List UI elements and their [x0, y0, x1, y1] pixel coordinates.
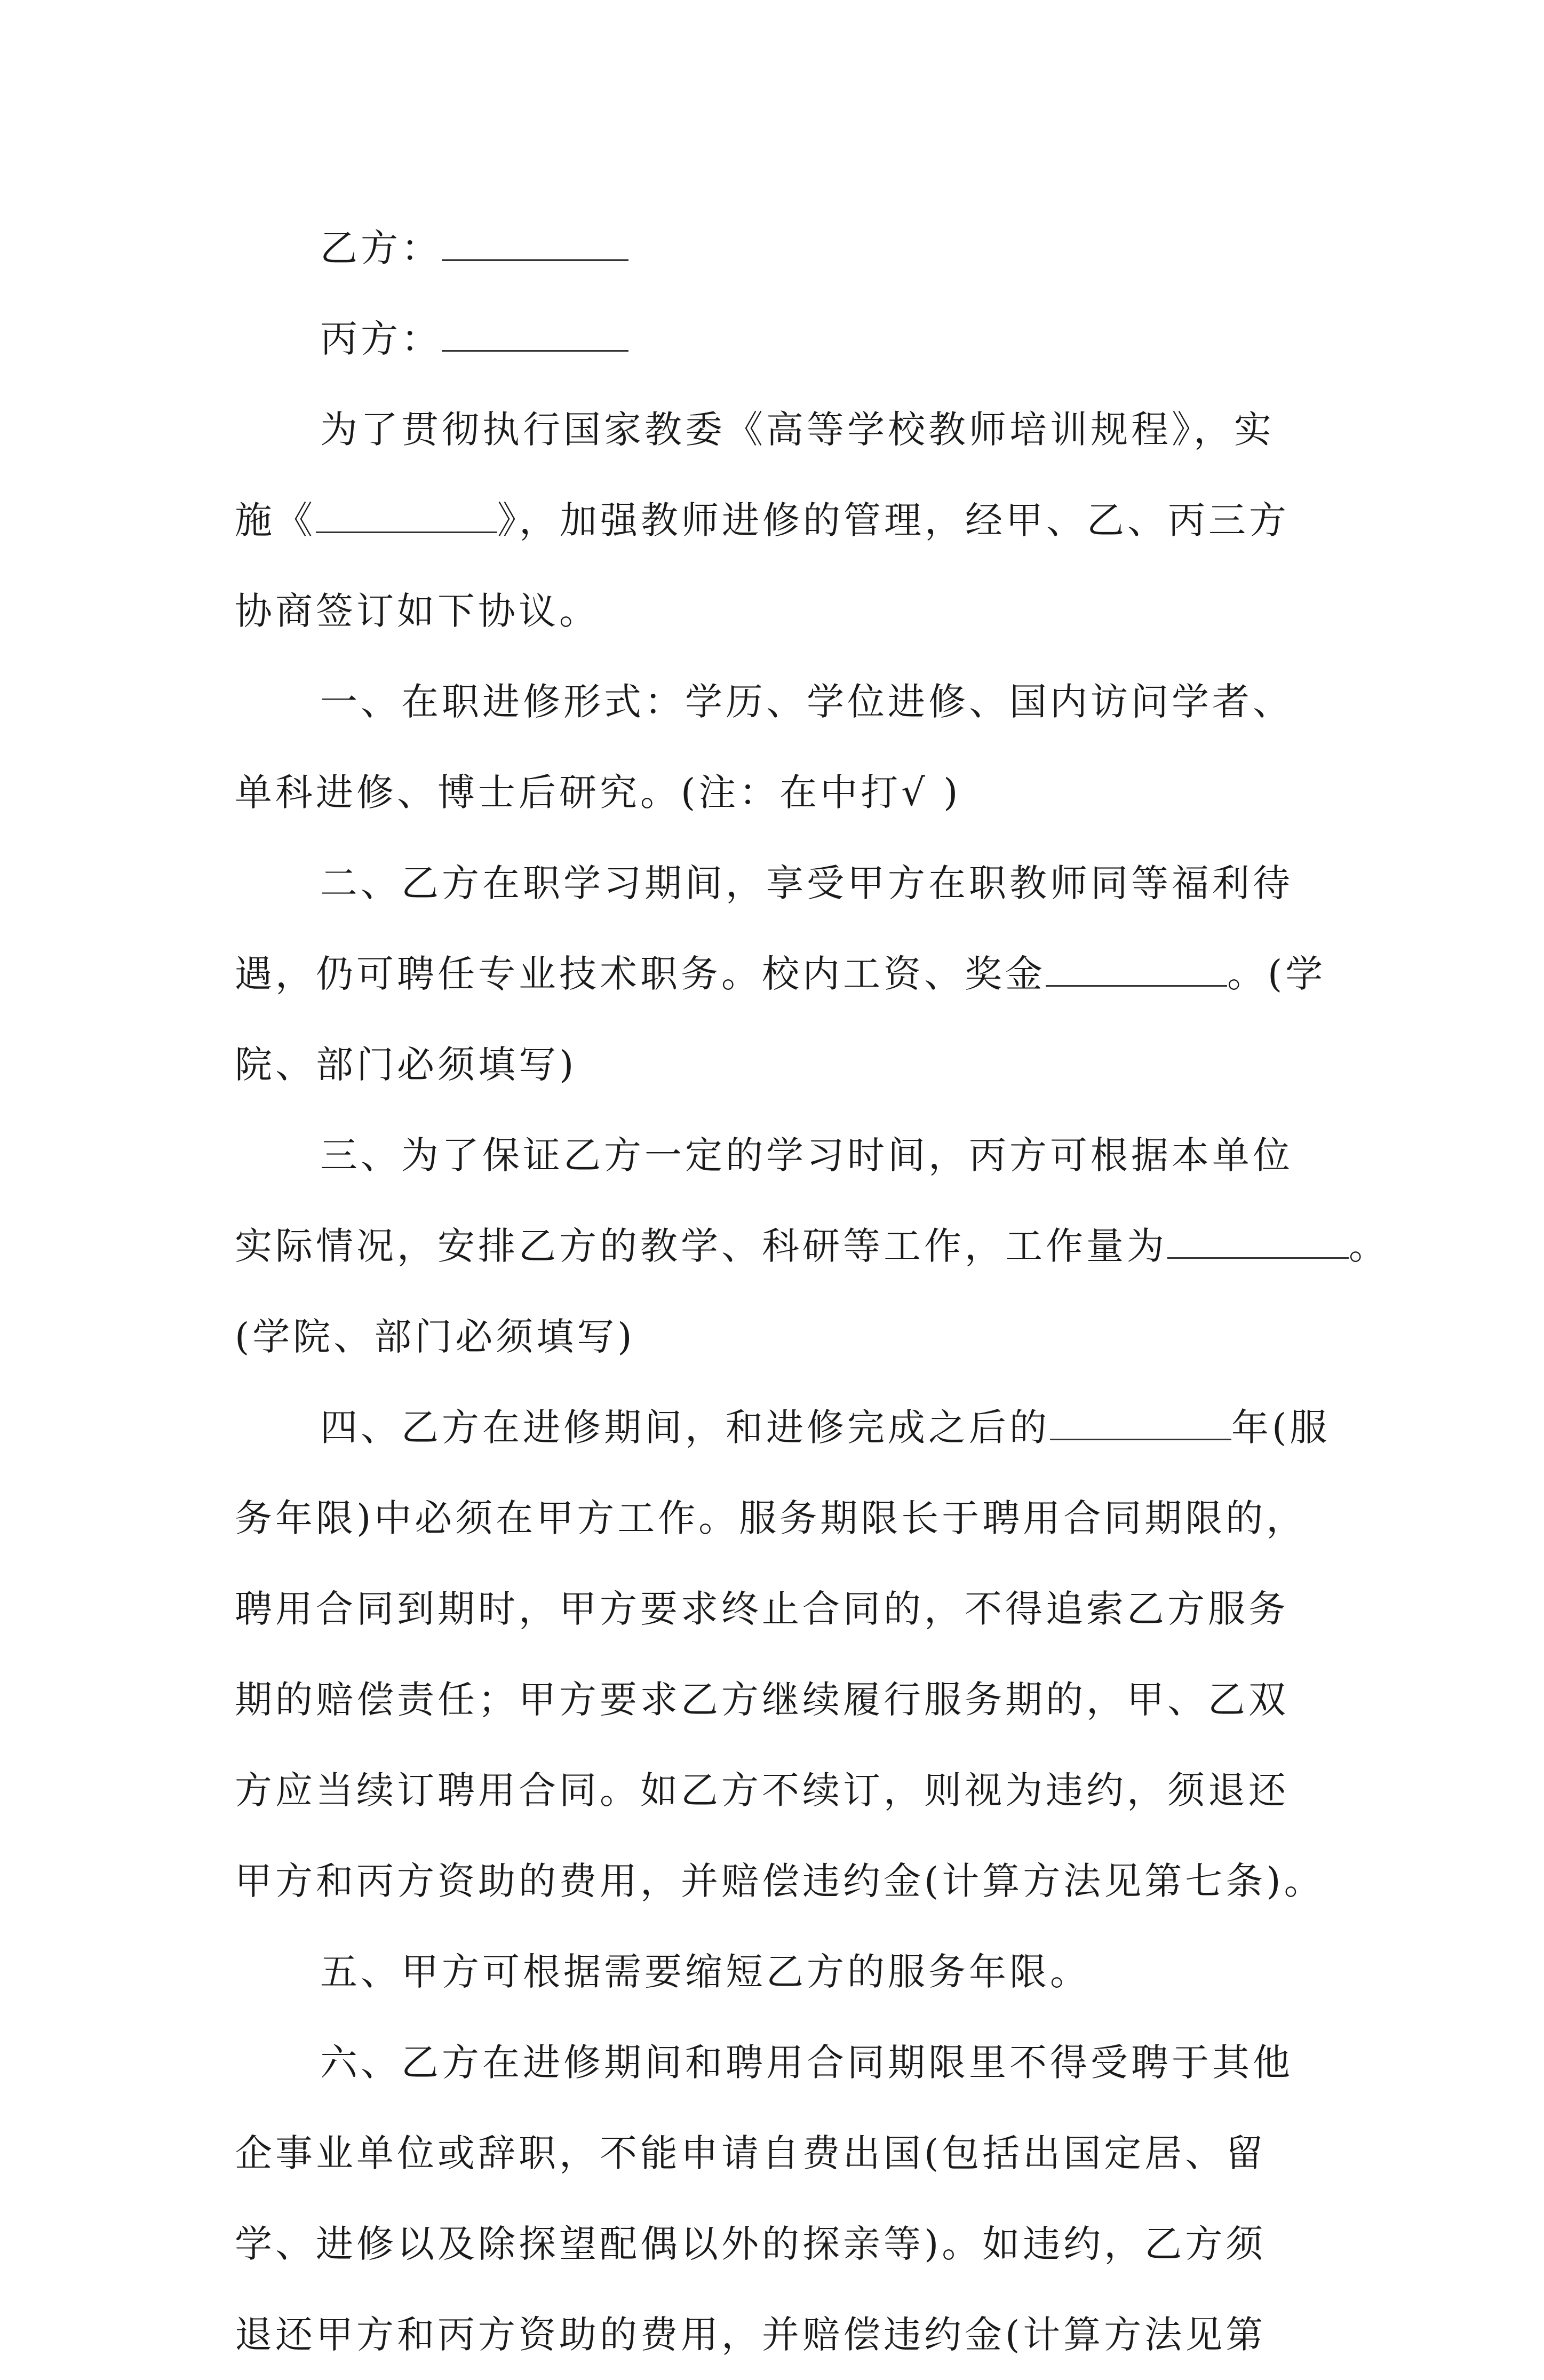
article-4-text: 四、乙方在进修期间，和进修完成之后的	[320, 1406, 1050, 1449]
article-2-text: 院、部门必须填写)	[235, 1043, 577, 1086]
agreement-text	[235, 203, 1389, 2380]
article-6-text: 企事业单位或辞职，不能申请自费出国(包括出国定居、留	[235, 2131, 1267, 2175]
intro-line-3	[235, 566, 1307, 656]
article-4-line-1	[235, 1382, 1331, 1473]
article-3-text: 。	[1349, 1224, 1389, 1268]
article-3-text: 三、为了保证乙方一定的学习时间，丙方可根据本单位	[320, 1133, 1293, 1177]
article-6-text: 退还甲方和丙方资助的费用，并赔偿违约金(计算方法见第	[235, 2313, 1267, 2357]
intro-text: 》，加强教师进修的管理，经甲、乙、丙三方	[497, 498, 1290, 542]
party-b-label: 乙方：	[320, 226, 442, 270]
article-2-line-2	[235, 929, 1326, 1019]
party-b-line	[235, 203, 1307, 293]
intro-text: 施《	[235, 498, 316, 542]
party-c-label: 丙方：	[320, 317, 442, 361]
article-6-line-1	[235, 2017, 1307, 2108]
article-6-line-3	[235, 2199, 1307, 2289]
article-4-text: 务年限)中必须在甲方工作。服务期限长于聘用合同期限的，	[235, 1496, 1307, 1540]
article-4-text: 甲方和丙方资助的费用，并赔偿违约金(计算方法见第七条)。	[235, 1859, 1325, 1903]
intro-line-2	[235, 475, 1307, 566]
article-4-line-3	[235, 1564, 1307, 1654]
article-3-line-1	[235, 1110, 1307, 1201]
article-1-line-1	[235, 656, 1307, 747]
article-2-text: 二、乙方在职学习期间，享受甲方在职教师同等福利待	[320, 861, 1293, 905]
article-6-text: 学、进修以及除探望配偶以外的探亲等)。如违约，乙方须	[235, 2222, 1267, 2266]
article-1-text: 单科进修、博士后研究。(注：在中打√ )	[235, 771, 961, 814]
article-4-line-2	[235, 1473, 1307, 1564]
article-6-line-2	[235, 2108, 1307, 2199]
article-2-text: 。(学	[1227, 952, 1326, 996]
article-4-text: 方应当续订聘用合同。如乙方不续订，则视为违约，须退还	[235, 1768, 1289, 1812]
party-c-blank	[442, 317, 628, 352]
article-1-text: 一、在职进修形式：学历、学位进修、国内访问学者、	[320, 680, 1293, 724]
workload-blank	[1167, 1224, 1349, 1259]
article-4-text: 期的赔偿责任；甲方要求乙方继续履行服务期的，甲、乙双	[235, 1678, 1289, 1721]
article-4-line-5	[235, 1745, 1307, 1836]
article-2-text: 遇，仍可聘任专业技术职务。校内工资、奖金	[235, 952, 1046, 996]
article-4-text: 年(服	[1231, 1406, 1331, 1449]
regulation-name-blank	[316, 498, 497, 533]
intro-text: 协商签订如下协议。	[235, 589, 600, 633]
article-3-line-3	[235, 1291, 1307, 1382]
article-3-line-2	[235, 1201, 1389, 1291]
article-5-text: 五、甲方可根据需要缩短乙方的服务年限。	[320, 1950, 1091, 1994]
article-3-text: 实际情况，安排乙方的教学、科研等工作，工作量为	[235, 1224, 1167, 1268]
salary-bonus-blank	[1046, 952, 1227, 987]
article-6-line-4	[235, 2289, 1307, 2380]
party-c-line	[235, 293, 1307, 384]
article-6-text: 六、乙方在进修期间和聘用合同期限里不得受聘于其他	[320, 2041, 1293, 2084]
party-b-blank	[442, 226, 628, 261]
article-1-line-2	[235, 747, 1307, 838]
article-2-line-1	[235, 838, 1307, 929]
intro-text: 为了贯彻执行国家教委《高等学校教师培训规程》，实	[320, 408, 1275, 451]
intro-line-1	[235, 384, 1307, 475]
article-2-line-3	[235, 1019, 1307, 1110]
article-5-line-1	[235, 1926, 1307, 2017]
article-4-line-4	[235, 1654, 1307, 1745]
article-4-line-6	[235, 1836, 1325, 1926]
article-4-text: 聘用合同到期时，甲方要求终止合同的，不得追索乙方服务	[235, 1587, 1289, 1631]
article-3-text: (学院、部门必须填写)	[235, 1315, 635, 1359]
service-years-blank	[1050, 1406, 1231, 1440]
